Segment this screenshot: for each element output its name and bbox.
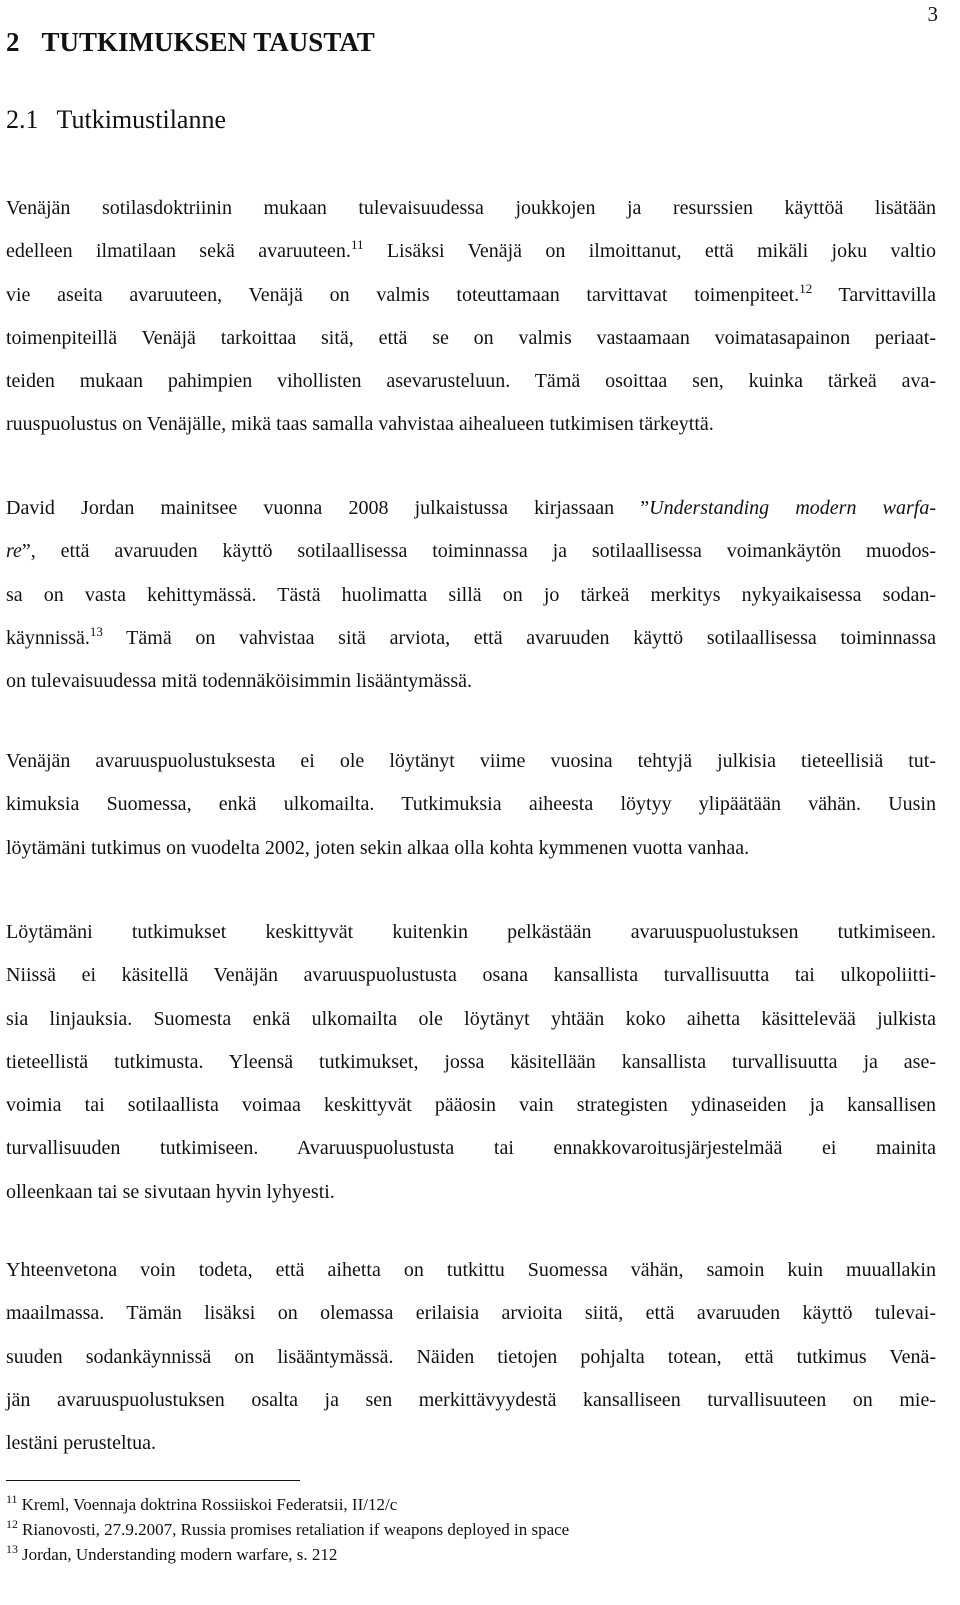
text-line	[6, 574, 936, 617]
footnote-reference: 12	[799, 280, 813, 296]
section-number: 2.1	[6, 105, 39, 134]
text-run: Löytämäni tutkimukset keskittyvät kuitenkin pelkästään avaruuspuolustuksen tutkimiseen.	[6, 921, 936, 943]
footnote-number: 13	[6, 1542, 18, 1556]
book-title: Understanding modern warfa-	[649, 497, 936, 519]
section-title: Tutkimustilanne	[56, 105, 227, 134]
text-line	[6, 274, 936, 317]
text-run: David Jordan mainitsee vuonna 2008 julkaistussa kirjassaan ”	[6, 497, 650, 519]
paragraph	[6, 187, 936, 447]
text-run: Venäjän avaruuspuolustuksesta ei ole löytänyt viime vuosina tehtyjä julkisia tieteellisiä tut-	[6, 750, 936, 772]
footnote-divider	[6, 1480, 300, 1481]
text-run: lestäni perusteltua.	[6, 1432, 156, 1455]
text-run: Tämä on vahvistaa sitä arviota, että avaruuden käyttö sotilaallisessa toiminnassa	[102, 626, 936, 649]
text-line	[6, 230, 936, 273]
paragraph	[6, 487, 936, 703]
paragraph	[6, 740, 936, 870]
text-run: löytämäni tutkimus on vuodelta 2002, joten sekin alkaa olla kohta kymmenen vuotta vanhaa.	[6, 836, 750, 859]
text-run: suuden sodankäynnissä on lisääntymässä. Näiden tietojen pohjalta totean, että tutkimus Venä-	[6, 1345, 936, 1368]
text-run: Venäjän sotilasdoktriinin mukaan tulevaisuudessa joukkojen ja resurssien käyttöä lisätään	[6, 197, 936, 219]
text-line	[6, 954, 936, 997]
footnote	[6, 1517, 936, 1542]
text-line	[6, 360, 936, 403]
text-line	[6, 617, 936, 660]
book-title: re	[6, 540, 22, 563]
text-run: sia linjauksia. Suomesta enkä ulkomailta ole löytänyt yhtään koko aihetta käsittelevää julkista	[6, 1007, 936, 1030]
text-run: edelleen ilmatilaan sekä avaruuteen.	[6, 240, 351, 263]
footnotes	[6, 1492, 936, 1567]
text-line	[6, 827, 936, 870]
footnote	[6, 1492, 936, 1517]
text-run: Lisäksi Venäjä on ilmoittanut, että mikäli joku valtio	[363, 240, 936, 263]
text-run: turvallisuuden tutkimiseen. Avaruuspuolustusta tai ennakkovaroitusjärjestelmää ei mainita	[6, 1137, 936, 1160]
text-run: olleenkaan tai se sivutaan hyvin lyhyesti.	[6, 1180, 335, 1203]
page-number: 3	[927, 2, 938, 26]
paragraph	[6, 1249, 936, 1465]
footnote-text: Jordan, Understanding modern warfare, s. 212	[22, 1545, 338, 1564]
footnote-number: 12	[6, 1517, 18, 1531]
text-run: tieteellistä tutkimusta. Yleensä tutkimukset, jossa käsitellään kansallista turvallisuutta ja ase-	[6, 1050, 936, 1073]
text-line	[6, 1336, 936, 1379]
text-run: ruuspuolustus on Venäjälle, mikä taas samalla vahvistaa aihealueen tutkimisen tärkeyttä.	[6, 413, 714, 436]
text-line	[6, 1127, 936, 1170]
text-run: toimenpiteillä Venäjä tarkoittaa sitä, että se on valmis vastaamaan voimatasapainon periaat-	[6, 326, 936, 349]
text-line	[6, 660, 936, 703]
text-run: ”, että avaruuden käyttö sotilaallisessa toiminnassa ja sotilaallisessa voimankäytön muodos-	[21, 540, 936, 563]
text-line	[6, 317, 936, 360]
text-line	[6, 740, 936, 783]
text-line	[6, 530, 936, 573]
text-line	[6, 1379, 936, 1422]
footnote-reference: 13	[89, 623, 103, 639]
chapter-number: 2	[6, 27, 20, 57]
text-line	[6, 911, 936, 954]
text-line	[6, 487, 936, 530]
text-run: sa on vasta kehittymässä. Tästä huolimatta sillä on jo tärkeä merkitys nykyaikaisessa sodan-	[6, 583, 936, 606]
text-run: jän avaruuspuolustuksen osalta ja sen merkittävyydestä kansalliseen turvallisuuteen on mie-	[6, 1388, 936, 1411]
text-run: maailmassa. Tämän lisäksi on olemassa erilaisia arvioita siitä, että avaruuden käyttö tulevai-	[6, 1302, 936, 1325]
text-line	[6, 1422, 936, 1465]
footnote	[6, 1542, 936, 1567]
chapter-heading	[6, 24, 375, 60]
text-line	[6, 1249, 936, 1292]
footnote-number: 11	[6, 1492, 18, 1506]
text-line	[6, 1041, 936, 1084]
text-line	[6, 1084, 936, 1127]
text-run: on tulevaisuudessa mitä todennäköisimmin lisääntymässä.	[6, 670, 473, 693]
text-run: käynnissä.	[6, 626, 90, 649]
section-heading	[6, 102, 226, 138]
text-run: vie aseita avaruuteen, Venäjä on valmis toteuttamaan tarvittavat toimenpiteet.	[6, 283, 800, 306]
footnote-text: Kreml, Voennaja doktrina Rossiiskoi Federatsii, II/12/c	[21, 1495, 398, 1514]
footnote-text: Rianovosti, 27.9.2007, Russia promises retaliation if weapons deployed in space	[22, 1520, 570, 1539]
text-run: Tarvittavilla	[812, 283, 936, 306]
text-run: Yhteenvetona voin todeta, että aihetta on tutkittu Suomessa vähän, samoin kuin muuallakin	[6, 1259, 936, 1281]
text-line	[6, 187, 936, 230]
text-run: teiden mukaan pahimpien vihollisten asevarusteluun. Tämä osoittaa sen, kuinka tärkeä ava-	[6, 370, 936, 393]
text-line	[6, 1171, 936, 1214]
footnote-reference: 11	[350, 237, 364, 253]
text-line	[6, 783, 936, 826]
chapter-title: TUTKIMUKSEN TAUSTAT	[41, 27, 375, 57]
text-line	[6, 403, 936, 446]
text-run: Niissä ei käsitellä Venäjän avaruuspuolustusta osana kansallista turvallisuutta tai ulkopoliitti-	[6, 964, 936, 987]
paragraph	[6, 911, 936, 1214]
text-run: voimia tai sotilaallista voimaa keskittyvät pääosin vain strategisten ydinaseiden ja kansallisen	[6, 1094, 936, 1117]
text-line	[6, 998, 936, 1041]
text-line	[6, 1292, 936, 1335]
text-run: kimuksia Suomessa, enkä ulkomailta. Tutkimuksia aiheesta löytyy ylipäätään vähän. Uusin	[6, 793, 936, 816]
